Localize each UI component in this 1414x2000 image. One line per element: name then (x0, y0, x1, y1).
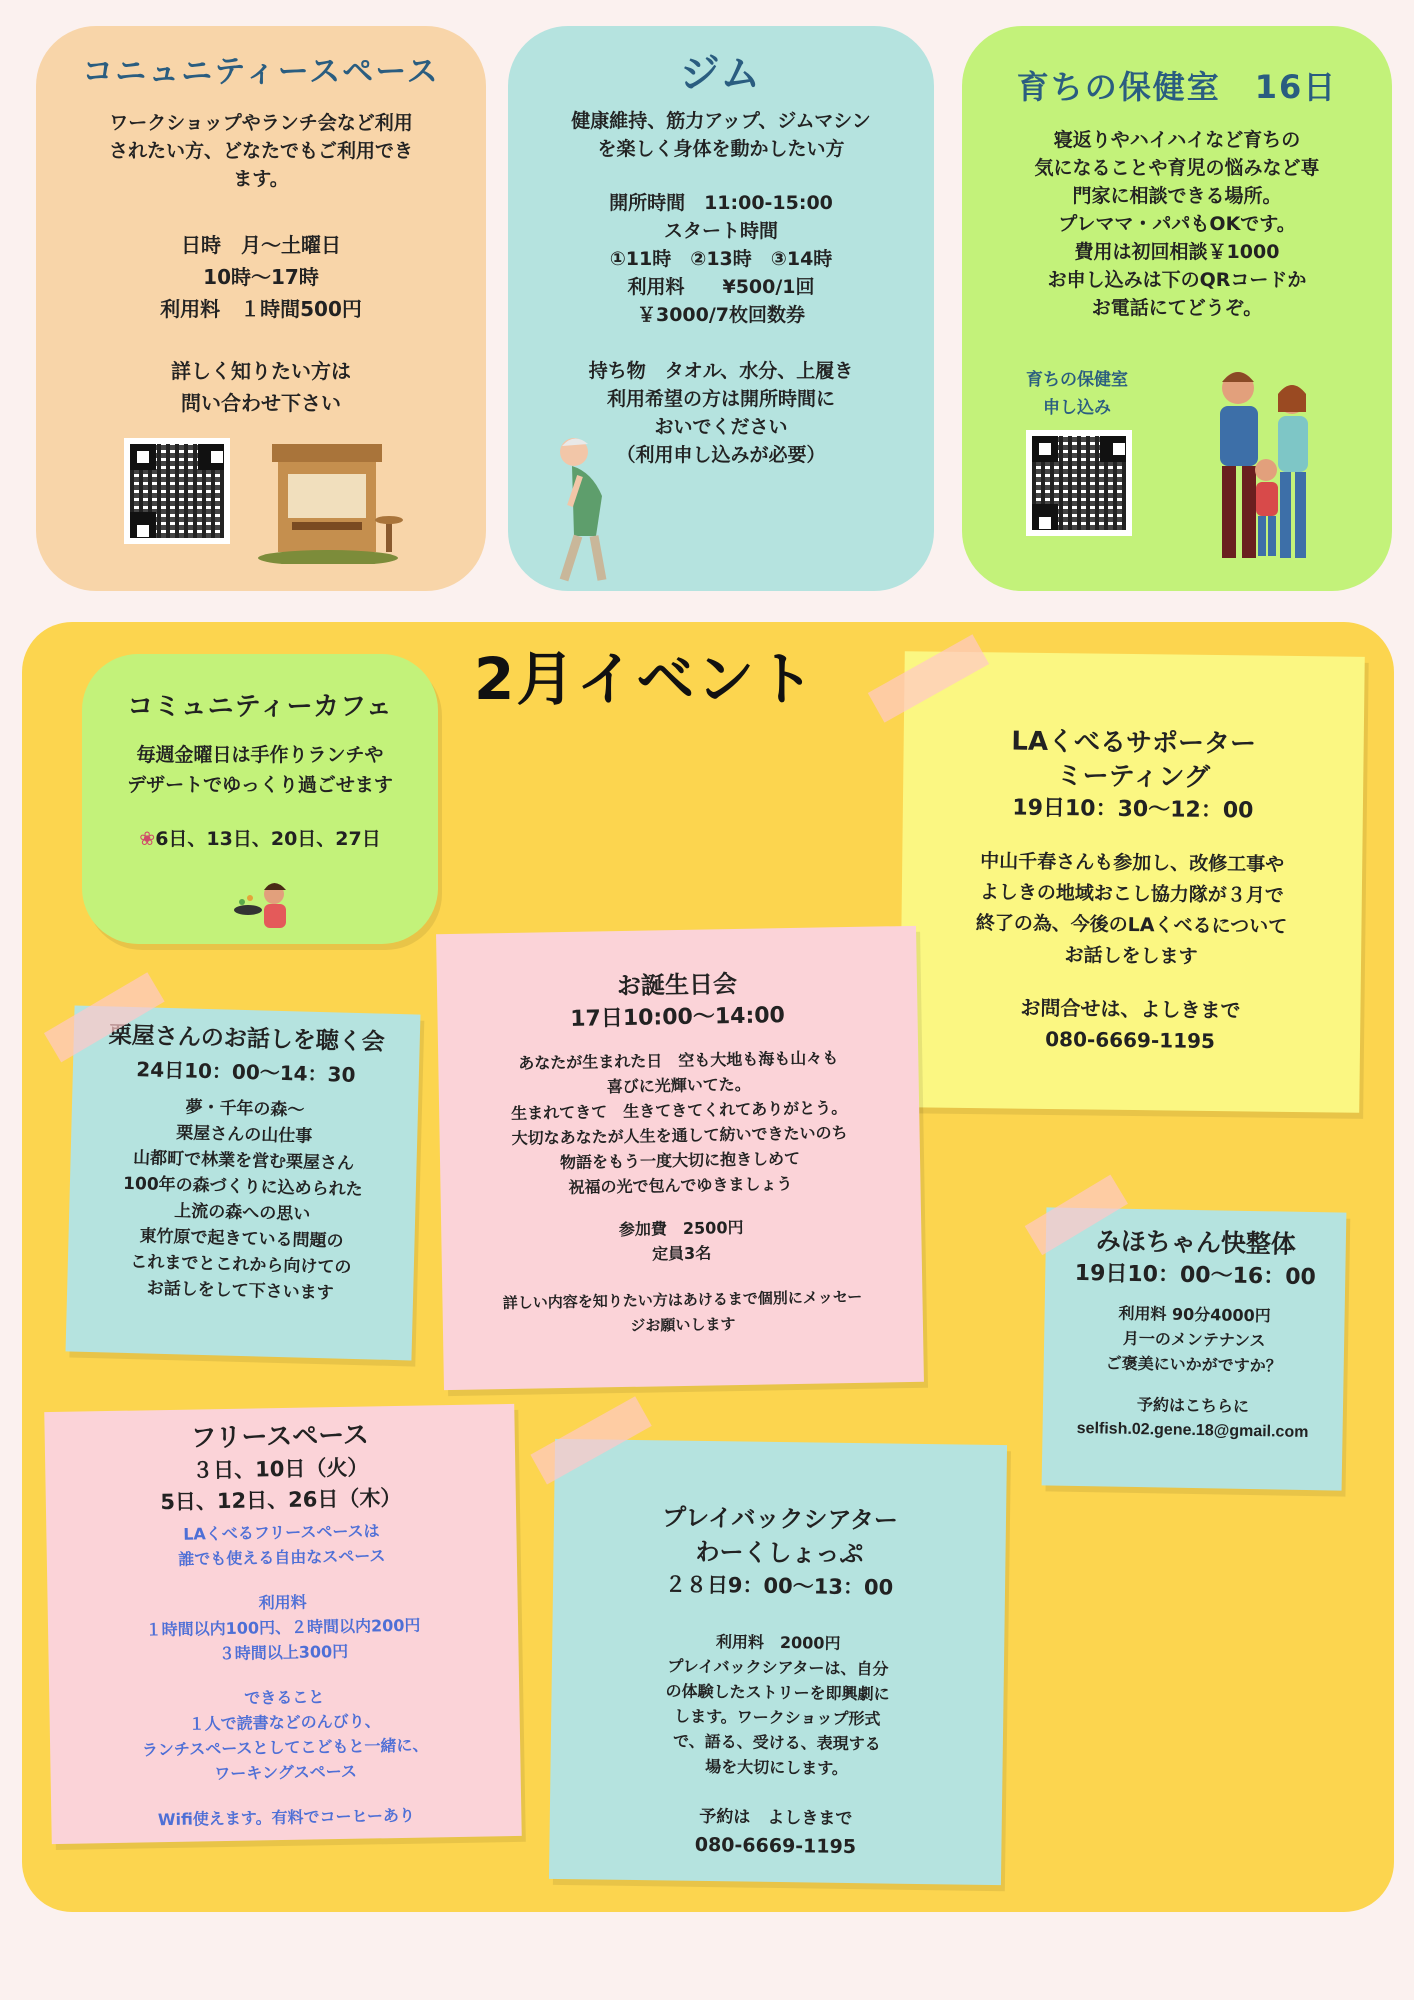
cafe-title: コミュニティーカフェ (127, 692, 393, 722)
birthday-party-note (436, 926, 924, 1390)
gym-info: 開所時間 11:00-15:00 スタート時間 ①11時 ②13時 ③14時 利用料 ¥500/1回 ￥3000/7枚回数券 (609, 192, 833, 326)
free-dates: ３日、10日（火） 5日、12日、26日（木） (160, 1455, 402, 1515)
playback-time: ２８日9：00～13：00 (664, 1572, 894, 1600)
playback-theater-note (549, 1439, 1007, 1885)
miho-title: みほちゃん快整体 (1095, 1226, 1297, 1259)
supporter-title: LAくべるサポーター ミーティング (1011, 726, 1257, 793)
free-fee: 利用料 １時間以内100円、２時間以内200円 ３時間以上300円 (145, 1592, 421, 1664)
health-room-qr-label: 育ちの保健室 申し込み (1026, 370, 1128, 418)
playback-contact: 予約は よしきまで 080-6669-1195 (694, 1806, 857, 1859)
free-wifi: Wifi使えます。有料でコーヒーあり (157, 1805, 416, 1830)
qr-code-icon[interactable] (124, 438, 230, 544)
qr-code-icon[interactable] (1026, 430, 1132, 536)
birthday-desc: あなたが生まれた日 空も大地も海も山々も 喜びに光輝いてた。 生まれてきて 生きてきてくれてありがとう。 大切なあなたが人生を通して紡いできたいのち 物語をもう一度大切に抱きしめて 祝福の光で包んでゆきましょう (511, 1048, 848, 1197)
community-space-desc: ワークショップやランチ会など利用 されたい方、どなたでもご利用でき ます。 (108, 112, 413, 190)
miho-time: 19日10：00～16：00 (1074, 1260, 1317, 1291)
supporter-meeting-note (899, 651, 1365, 1113)
cafe-desc: 毎週金曜日は手作りランチや デザートでゆっくり過ごせます (127, 744, 393, 796)
gym-notes: 持ち物 タオル、水分、上履き 利用希望の方は開所時間に おいでください （利用申し込みが必要） (588, 360, 854, 466)
free-space-note (44, 1404, 521, 1844)
miho-desc: 利用料 90分4000円 月一のメンテナンス ご褒美にいかがですか？ (1105, 1303, 1282, 1376)
birthday-title: お誕生日会 (616, 969, 738, 1001)
birthday-fee: 参加費 2500円 定員3名 (618, 1217, 744, 1264)
playback-title: プレイバックシアター わーくしょっぷ (661, 1503, 899, 1569)
family-illustration (1204, 366, 1324, 566)
events-title: 2月イベント (474, 645, 817, 713)
cafe-dates: 6日、13日、20日、27日 (155, 828, 381, 850)
community-space-card (36, 26, 486, 591)
free-title: フリースペース (190, 1420, 370, 1454)
gym-desc: 健康維持、筋力アップ、ジムマシン を楽しく身体を動かしたい方 (571, 110, 871, 160)
gym-title: ジム (679, 51, 763, 97)
health-room-title: 育ちの保健室 16日 (1016, 68, 1338, 106)
miho-seitai-note (1042, 1207, 1347, 1490)
playback-desc: 利用料 2000円 プレイバックシアターは、自分 の体験したストリーを即興劇に します。ワークショップ形式 で、語る、受ける、表現する 場を大切にします。 (665, 1632, 890, 1778)
health-room-desc: 寝返りやハイハイなど育ちの 気になることや育児の悩みなど専 門家に相談できる場所。 プレママ・パパもOKです。 費用は初回相談￥1000 お申し込みは下のQRコードか お電話にてどうぞ。 (1034, 129, 1320, 319)
health-room-card (962, 26, 1392, 591)
kuriya-title: 栗屋さんのお話しを聴く会 (108, 1022, 386, 1056)
cooking-woman-illustration (230, 876, 300, 932)
kuriya-talk-note (66, 1006, 421, 1361)
supporter-desc: 中山千春さんも参加し、改修工事や よしきの地域おこし協力隊が３月で 終了の為、今後のLAくべるについて お話しをします (975, 850, 1288, 968)
supporter-time: 19日10：30～12：00 (1012, 795, 1254, 824)
miho-contact: 予約はこちらに selfish.02.gene.18@gmail.com (1042, 1390, 1343, 1445)
flower-icon: ❀ (139, 828, 156, 850)
community-space-title: コニュニティースペース (82, 54, 440, 90)
cafe-dates-row (82, 824, 438, 854)
free-can: できること １人で読書などのんびり、 ランチスペースとしてこどもと一緒に、 ワーキングスペース (141, 1687, 429, 1784)
kuriya-time: 24日10：00～14：30 (136, 1057, 356, 1087)
miho-email-link[interactable]: selfish.02.gene.18@gmail.com (1076, 1419, 1309, 1442)
supporter-contact: お問合せは、よしきまで 080-6669-1195 (1020, 995, 1241, 1054)
elderly-exercise-illustration (542, 426, 632, 586)
birthday-time: 17日10:00～14:00 (570, 1003, 786, 1032)
cafe-shop-illustration (258, 434, 408, 564)
free-desc: LAくべるフリースペースは 誰でも使える自由なスペース (178, 1521, 386, 1569)
gym-card (508, 26, 934, 591)
kuriya-desc: 夢・千年の森～ 栗屋さんの山仕事 山都町で林業を営む栗屋さん 100年の森づくりに込められた 上流の森への思い 東竹原で起きている問題の これまでとこれから向けての お話しをして下さいます (122, 1097, 363, 1304)
birthday-contact: 詳しい内容を知りたい方はあけるまで個別にメッセー ジお願いします (502, 1287, 863, 1335)
community-space-contact: 詳しく知りたい方は 問い合わせ下さい (171, 359, 351, 415)
community-cafe-card (82, 654, 438, 944)
community-space-schedule: 日時 月～土曜日 10時～17時 利用料 １時間500円 (160, 233, 362, 321)
